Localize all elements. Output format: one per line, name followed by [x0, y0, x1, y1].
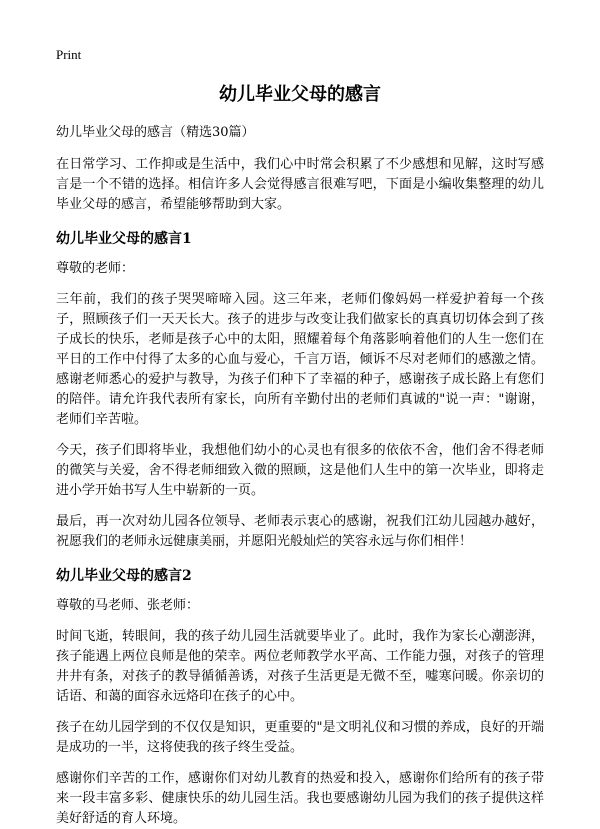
article-subtitle: 幼儿毕业父母的感言（精选30篇）	[56, 125, 255, 140]
section-1-salutation: 尊敬的老师：	[56, 261, 135, 276]
page-title: 幼儿毕业父母的感言	[219, 84, 381, 105]
section-2-salutation: 尊敬的马老师、张老师：	[56, 598, 200, 613]
section-1-paragraph-3: 最后，再一次对幼儿园各位领导、老师表示衷心的感谢，祝我们江幼儿园越办越好，祝愿我们的老师永远健康美丽，并愿阳光般灿烂的笑容永远与你们相伴！	[56, 514, 544, 549]
section-2-paragraph-3: 感谢你们辛苦的工作，感谢你们对幼儿教育的热爱和投入，感谢你们给所有的孩子带来一段丰富多彩、健康快乐的幼儿园生活。我也要感谢幼儿园为我们的孩子提供这样美好舒适的育人环境。	[56, 771, 544, 826]
section-1-paragraph-1: 三年前，我们的孩子哭哭啼啼入园。这三年来，老师们像妈妈一样爱护着每一个孩子，照顾孩子们一天天长大。孩子的进步与改变让我们做家长的真真切切体会到了孩子成长的快乐，老师是孩子心中的太阳，照耀着每个角落影响着他们的人生一您们在平日的工作中付得了太多的心血与爱心，千言万语，倾诉不尽对老师们的感激之情。感谢老师悉心的爱护与教导，为孩子们种下了幸福的种子，感谢孩子成长路上有您们的陪伴。请允许我代表所有家长，向所有辛勤付出的老师们真诚的"说一声："谢谢，老师们辛苦啦。	[56, 292, 544, 427]
section-1-paragraph-2: 今天，孩子们即将毕业，我想他们幼小的心灵也有很多的依依不舍，他们舍不得老师的微笑与关爱，舍不得老师细致入微的照顾，这是他们人生中的第一次毕业，即将走进小学开始书写人生中崭新的一页。	[56, 443, 544, 498]
section-2-paragraph-1: 时间飞逝，转眼间，我的孩子幼儿园生活就要毕业了。此时，我作为家长心潮澎湃，孩子能遇上两位良师是他的荣幸。两位老师教学水平高、工作能力强，对孩子的管理井井有条，对孩子的教导循循善诱，对孩子生活更是无微不至，嘘寒问暖。你亲切的话语、和蔼的面容永远烙印在孩子的心中。	[56, 629, 544, 704]
intro-paragraph: 在日常学习、工作抑或是生活中，我们心中时常会积累了不少感想和见解，这时写感言是一个不错的选择。相信许多人会觉得感言很难写吧，下面是小编收集整理的幼儿毕业父母的感言，希望能够帮助到大家。	[56, 157, 544, 212]
section-heading-1: 幼儿毕业父母的感言1	[56, 231, 192, 247]
section-2-paragraph-2: 孩子在幼儿园学到的不仅仅是知识，更重要的"是文明礼仪和习惯的养成，良好的开端是成功的一半，这将使我的孩子终生受益。	[56, 720, 544, 755]
section-heading-2: 幼儿毕业父母的感言2	[56, 568, 192, 584]
print-link[interactable]: Print	[56, 47, 82, 62]
